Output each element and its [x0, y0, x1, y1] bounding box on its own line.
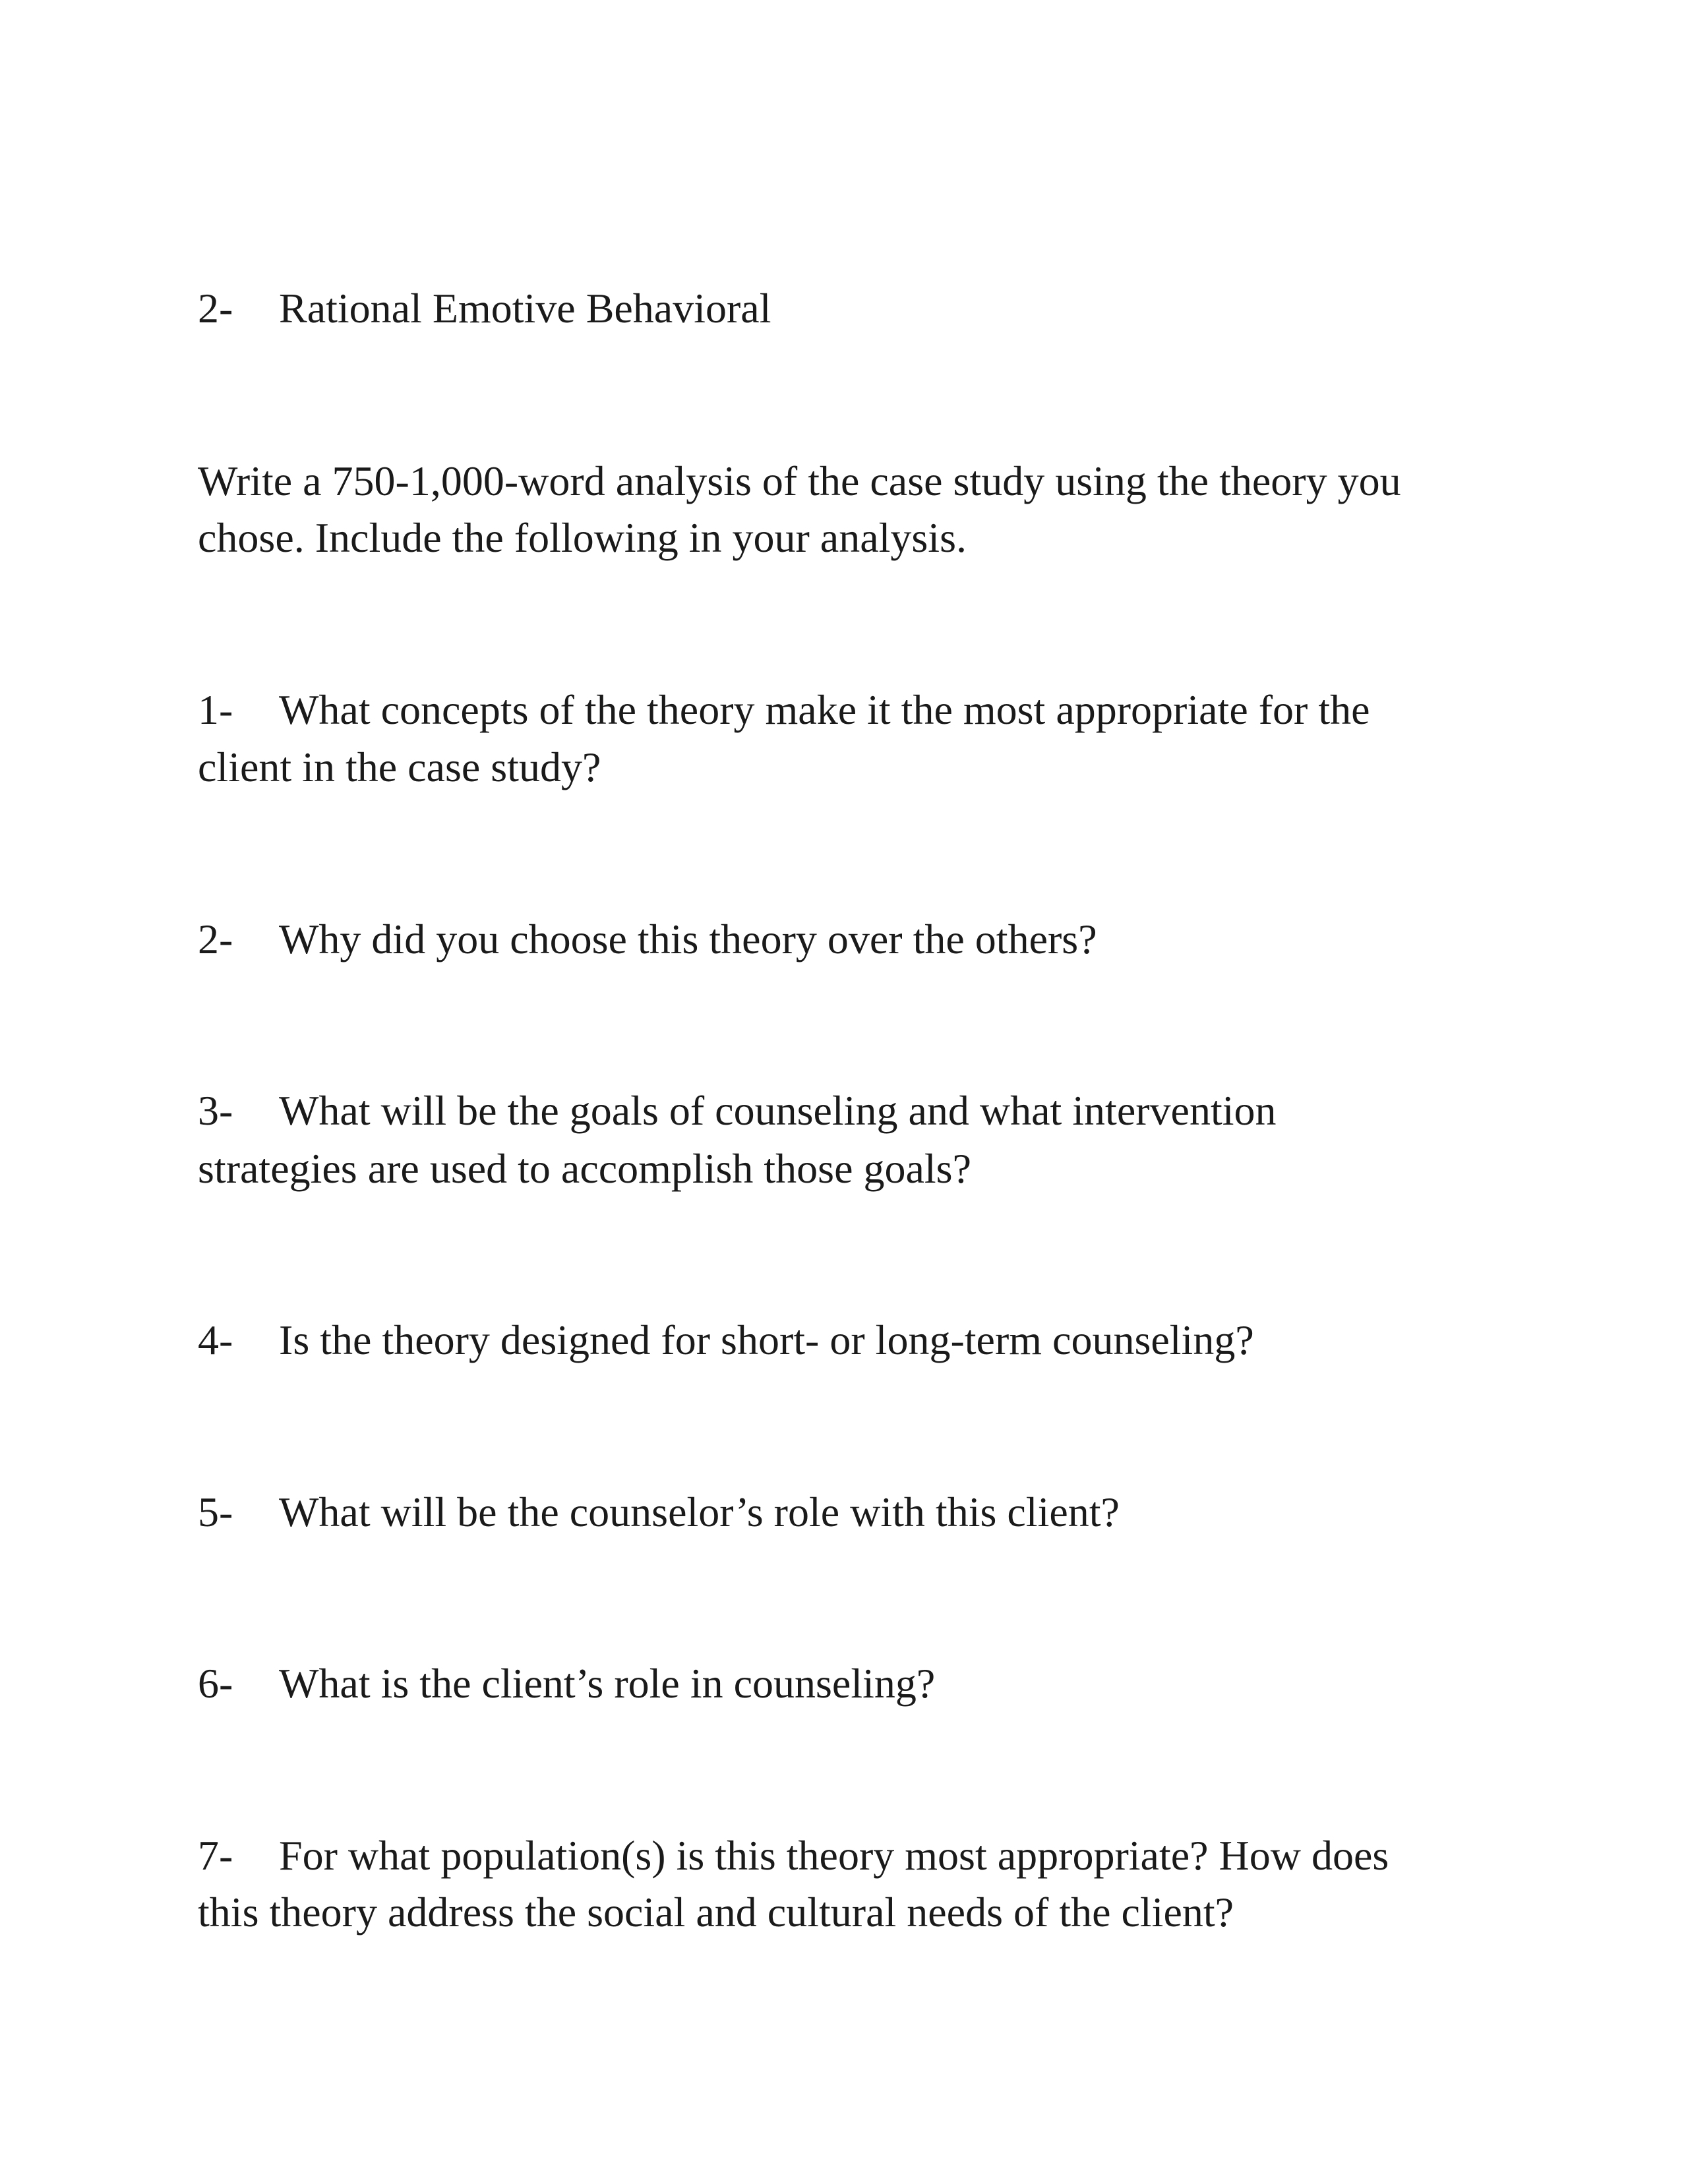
question-7-text: For what population(s) is this theory most appropriate? How does	[279, 1832, 1389, 1879]
question-1-line-2: client in the case study?	[198, 744, 601, 790]
question-5-number: 5-	[198, 1489, 233, 1535]
theory-heading	[198, 280, 771, 338]
question-7-line-1	[198, 1827, 1389, 1885]
heading-number: 2-	[198, 285, 233, 332]
question-4-text: Is the theory designed for short- or long-term counseling?	[279, 1316, 1254, 1363]
question-7-line-2: this theory address the social and cultural needs of the client?	[198, 1889, 1234, 1935]
question-7-number: 7-	[198, 1832, 233, 1879]
question-5	[198, 1483, 1120, 1541]
question-3-number: 3-	[198, 1087, 233, 1134]
heading-text: Rational Emotive Behavioral	[279, 285, 771, 332]
question-2	[198, 910, 1097, 968]
question-6-number: 6-	[198, 1660, 233, 1707]
question-6	[198, 1655, 935, 1713]
question-1-number: 1-	[198, 686, 233, 733]
question-2-text: Why did you choose this theory over the others?	[279, 916, 1097, 962]
question-4	[198, 1311, 1254, 1369]
question-5-text: What will be the counselor’s role with this client?	[279, 1489, 1120, 1535]
question-4-number: 4-	[198, 1316, 233, 1363]
question-3-line-1	[198, 1082, 1277, 1140]
question-3-text: What will be the goals of counseling and what intervention	[279, 1087, 1277, 1134]
question-1-text: What concepts of the theory make it the most appropriate for the	[279, 686, 1370, 733]
instructions-line-2: chose. Include the following in your analysis.	[198, 514, 967, 561]
question-3-line-2: strategies are used to accomplish those goals?	[198, 1145, 971, 1192]
question-1-line-1	[198, 681, 1370, 739]
question-2-number: 2-	[198, 916, 233, 962]
question-6-text: What is the client’s role in counseling?	[279, 1660, 936, 1707]
instructions-line-1: Write a 750-1,000-word analysis of the case study using the theory you	[198, 457, 1401, 504]
